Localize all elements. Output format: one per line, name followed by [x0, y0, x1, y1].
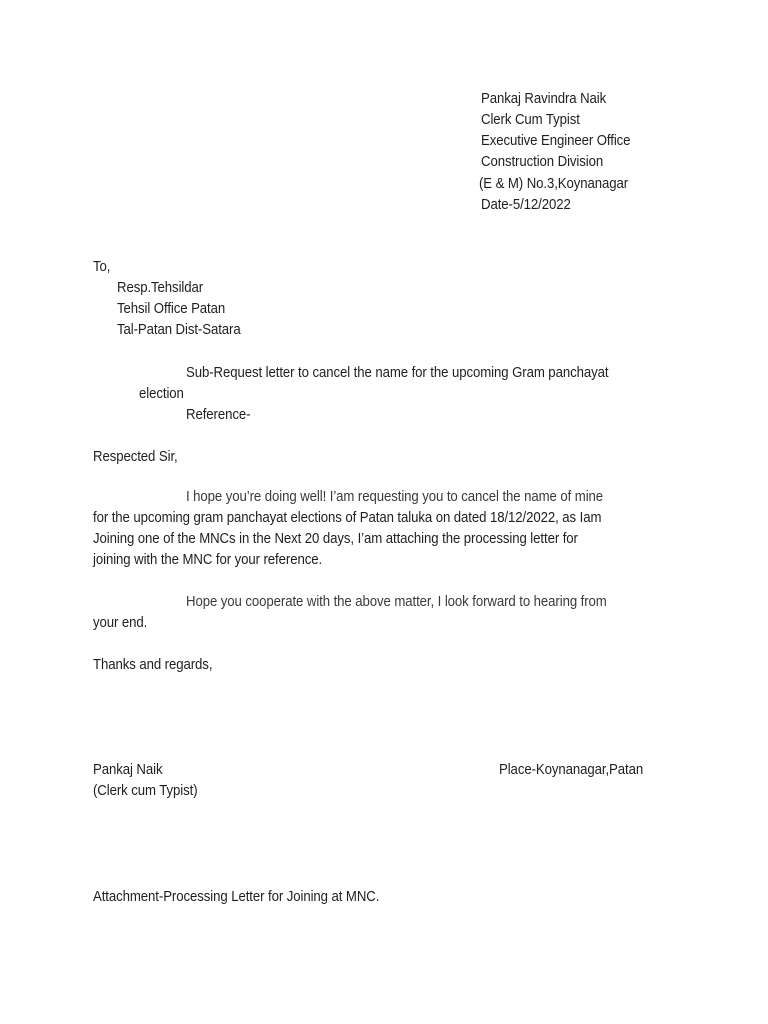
attachment-note: Attachment-Processing Letter for Joining at MNC. [93, 888, 380, 905]
sender-designation: Clerk Cum Typist [481, 111, 580, 128]
signature-designation: (Clerk cum Typist) [93, 782, 198, 799]
signature-place: Place-Koynanagar,Patan [499, 761, 644, 778]
sender-office: Executive Engineer Office [481, 132, 631, 149]
salutation: Respected Sir, [93, 448, 178, 465]
sender-division: Construction Division [481, 153, 604, 170]
body-line: Joining one of the MNCs in the Next 20 days, I’am attaching the processing letter for [93, 530, 578, 547]
recipient-to: To, [93, 258, 111, 275]
body-line: Hope you cooperate with the above matter, I look forward to hearing from [186, 593, 607, 610]
recipient-line-1: Resp.Tehsildar [117, 279, 204, 296]
body-line: joining with the MNC for your reference. [93, 551, 323, 568]
closing: Thanks and regards, [93, 656, 213, 673]
body-line: I hope you’re doing well! I’am requesting you to cancel the name of mine [186, 488, 604, 505]
letter-date: Date-5/12/2022 [481, 196, 571, 213]
signature-name: Pankaj Naik [93, 761, 163, 778]
recipient-line-2: Tehsil Office Patan [117, 300, 226, 317]
subject-line-1: Sub-Request letter to cancel the name for the upcoming Gram panchayat [186, 364, 609, 381]
sender-name: Pankaj Ravindra Naik [481, 90, 607, 107]
reference-line: Reference- [186, 406, 251, 423]
body-line: for the upcoming gram panchayat elections of Patan taluka on dated 18/12/2022, as Iam [93, 509, 602, 526]
subject-line-2: election [139, 385, 184, 402]
recipient-line-3: Tal-Patan Dist-Satara [117, 321, 241, 338]
sender-address: (E & M) No.3,Koynanagar [479, 175, 629, 192]
body-line: your end. [93, 614, 148, 631]
